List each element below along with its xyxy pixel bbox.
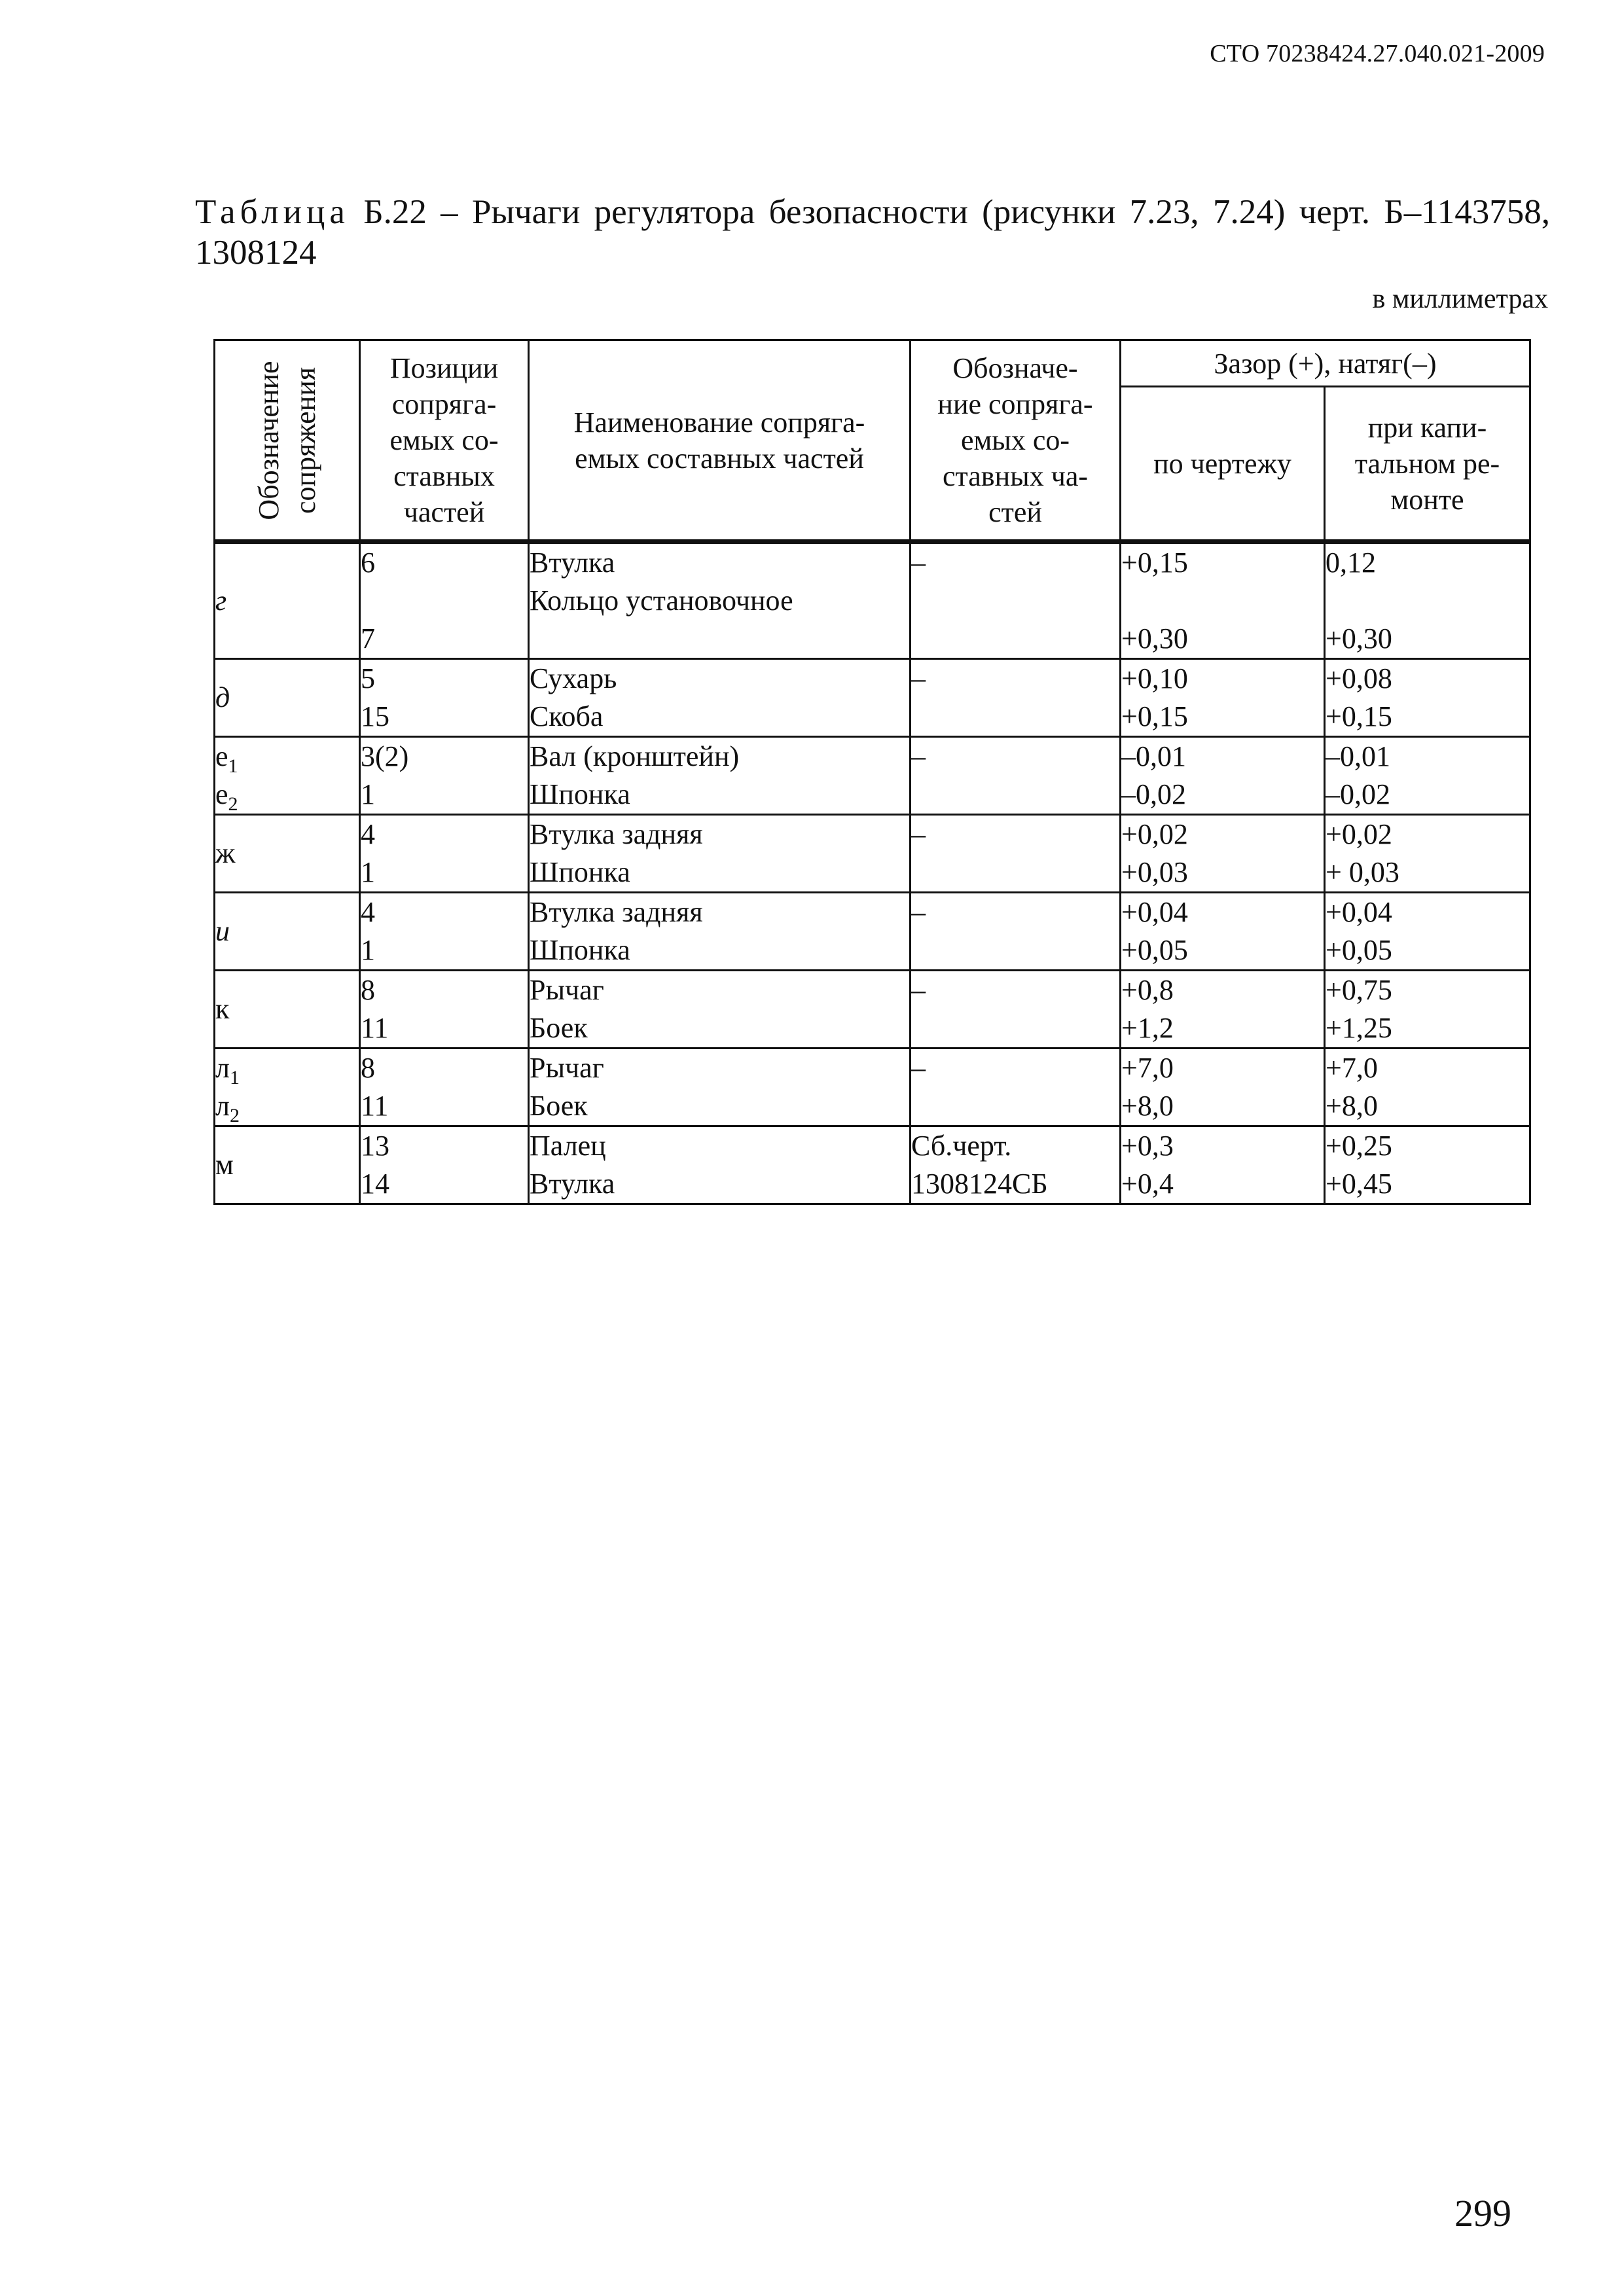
header-mate-designation: Обозначе- ние сопряга- емых со- ставных ча- стей bbox=[911, 340, 1121, 542]
cell-names-line: Рычаг bbox=[530, 1052, 604, 1084]
cell-designation bbox=[215, 1049, 360, 1126]
cell-mate-designation-line: – bbox=[911, 740, 926, 772]
cell-positions-line: 1 bbox=[361, 856, 375, 888]
table-row bbox=[215, 893, 1530, 971]
header-designation-label: Обозначение сопряжения bbox=[252, 360, 321, 520]
cell-by-drawing-line: +7,0 bbox=[1121, 1052, 1174, 1084]
document-code: СТО 70238424.27.040.021-2009 bbox=[1210, 40, 1545, 67]
cell-by-drawing-line: +0,02 bbox=[1121, 818, 1188, 850]
cell-mate-designation bbox=[911, 1049, 1121, 1126]
cell-mate-designation-line: – bbox=[911, 896, 926, 928]
mating-parts-table bbox=[213, 339, 1531, 1205]
cell-names-line: Кольцо установочное bbox=[530, 584, 793, 617]
cell-at-overhaul bbox=[1325, 659, 1530, 737]
cell-positions-line: 1 bbox=[361, 778, 375, 810]
cell-names-line: Рычаг bbox=[530, 974, 604, 1006]
cell-by-drawing-line: +0,4 bbox=[1121, 1168, 1174, 1200]
cell-by-drawing bbox=[1121, 737, 1325, 815]
cell-positions-line: 11 bbox=[361, 1012, 389, 1044]
cell-by-drawing bbox=[1121, 893, 1325, 971]
cell-at-overhaul-line: +7,0 bbox=[1326, 1052, 1378, 1084]
cell-by-drawing-line: –0,01 bbox=[1121, 740, 1186, 772]
cell-at-overhaul-line: + 0,03 bbox=[1326, 856, 1399, 888]
cell-names bbox=[529, 1126, 911, 1204]
cell-names-line: Втулка bbox=[530, 1168, 615, 1200]
cell-designation-line: $л_1$ bbox=[215, 1052, 240, 1088]
table-row bbox=[215, 659, 1530, 737]
cell-at-overhaul-line: +0,08 bbox=[1326, 662, 1392, 694]
header-at-overhaul: при капи- тальном ре- монте bbox=[1325, 387, 1530, 542]
table-caption bbox=[195, 192, 1550, 273]
cell-at-overhaul-line: 0,12 bbox=[1326, 547, 1376, 579]
header-name: Наименование сопряга- емых составных частей bbox=[529, 340, 911, 542]
cell-positions-line: 14 bbox=[361, 1168, 389, 1200]
cell-positions bbox=[360, 659, 529, 737]
cell-designation bbox=[215, 815, 360, 893]
cell-at-overhaul-line: –0,01 bbox=[1326, 740, 1390, 772]
cell-by-drawing-line: +1,2 bbox=[1121, 1012, 1174, 1044]
cell-at-overhaul bbox=[1325, 971, 1530, 1049]
cell-names-line: Шпонка bbox=[530, 934, 630, 966]
cell-by-drawing-line: –0,02 bbox=[1121, 778, 1186, 810]
cell-designation bbox=[215, 542, 360, 659]
table-caption-text: Б.22 – Рычаги регулятора безопасности (рисунки 7.23, 7.24) черт. Б–1143758, 1308124 bbox=[195, 193, 1551, 272]
header-positions: Позиции сопряга- емых со- ставных частей bbox=[360, 340, 529, 542]
cell-at-overhaul-line: +0,45 bbox=[1326, 1168, 1392, 1200]
cell-names-line: Сухарь bbox=[530, 662, 617, 694]
cell-at-overhaul-line: +0,75 bbox=[1326, 974, 1392, 1006]
cell-by-drawing-line: +0,15 bbox=[1121, 700, 1188, 732]
cell-at-overhaul bbox=[1325, 542, 1530, 659]
cell-designation-line: $л_2$ bbox=[215, 1090, 240, 1126]
cell-names bbox=[529, 737, 911, 815]
cell-at-overhaul-line: +1,25 bbox=[1326, 1012, 1392, 1044]
cell-mate-designation bbox=[911, 542, 1121, 659]
cell-mate-designation bbox=[911, 971, 1121, 1049]
cell-mate-designation bbox=[911, 737, 1121, 815]
cell-names bbox=[529, 893, 911, 971]
cell-names-line bbox=[530, 620, 909, 658]
cell-names-line: Боек bbox=[530, 1012, 588, 1044]
cell-positions-line: 7 bbox=[361, 622, 375, 655]
cell-mate-designation-line: – bbox=[911, 1052, 926, 1084]
cell-at-overhaul-line: +0,30 bbox=[1326, 622, 1392, 655]
table-row bbox=[215, 1049, 1530, 1126]
cell-positions bbox=[360, 815, 529, 893]
cell-at-overhaul-line: +0,05 bbox=[1326, 934, 1392, 966]
page-number: 299 bbox=[1454, 2192, 1511, 2234]
cell-names-line: Шпонка bbox=[530, 856, 630, 888]
cell-at-overhaul bbox=[1325, 1126, 1530, 1204]
cell-names-line: Втулка задняя bbox=[530, 896, 703, 928]
table-body bbox=[215, 542, 1530, 1204]
cell-positions-line: 1 bbox=[361, 934, 375, 966]
cell-by-drawing bbox=[1121, 542, 1325, 659]
header-by-drawing: по чертежу bbox=[1121, 387, 1325, 542]
cell-designation-line: $е_1$ bbox=[215, 740, 238, 777]
cell-at-overhaul bbox=[1325, 815, 1530, 893]
cell-by-drawing bbox=[1121, 1126, 1325, 1204]
cell-names-line: Палец bbox=[530, 1130, 606, 1162]
table-caption-lead: Таблица bbox=[195, 193, 350, 231]
cell-by-drawing-line: +0,10 bbox=[1121, 662, 1188, 694]
cell-names bbox=[529, 971, 911, 1049]
cell-by-drawing-line: +0,3 bbox=[1121, 1130, 1174, 1162]
cell-mate-designation bbox=[911, 659, 1121, 737]
cell-positions-line: 4 bbox=[361, 818, 375, 850]
cell-names bbox=[529, 659, 911, 737]
cell-by-drawing bbox=[1121, 659, 1325, 737]
cell-names bbox=[529, 815, 911, 893]
table-row bbox=[215, 971, 1530, 1049]
cell-at-overhaul-line: –0,02 bbox=[1326, 778, 1390, 810]
cell-positions-line: 4 bbox=[361, 896, 375, 928]
cell-positions bbox=[360, 1049, 529, 1126]
cell-designation bbox=[215, 893, 360, 971]
cell-at-overhaul-line: +0,15 bbox=[1326, 700, 1392, 732]
cell-names-line: Вал (кронштейн) bbox=[530, 740, 740, 772]
table-row bbox=[215, 815, 1530, 893]
designation-label: м bbox=[215, 1149, 234, 1181]
designation-label: к bbox=[215, 993, 230, 1025]
header-clearance-group: Зазор (+), натяг(–) bbox=[1121, 340, 1530, 387]
designation-label: и bbox=[215, 915, 230, 947]
cell-designation-line: $е_2$ bbox=[215, 778, 238, 815]
table-row bbox=[215, 1126, 1530, 1204]
cell-by-drawing bbox=[1121, 1049, 1325, 1126]
cell-positions-line: 11 bbox=[361, 1090, 389, 1122]
cell-by-drawing-line: +0,05 bbox=[1121, 934, 1188, 966]
designation-label: г bbox=[215, 584, 227, 617]
cell-positions-line: 6 bbox=[361, 547, 375, 579]
table-row bbox=[215, 542, 1530, 659]
cell-designation bbox=[215, 737, 360, 815]
cell-at-overhaul-line: +8,0 bbox=[1326, 1090, 1378, 1122]
cell-at-overhaul-line: +0,02 bbox=[1326, 818, 1392, 850]
cell-by-drawing-line: +0,03 bbox=[1121, 856, 1188, 888]
units-note: в миллиметрах bbox=[1372, 284, 1548, 314]
cell-by-drawing bbox=[1121, 815, 1325, 893]
cell-names-line: Шпонка bbox=[530, 778, 630, 810]
cell-positions-line: 8 bbox=[361, 974, 375, 1006]
cell-at-overhaul-line bbox=[1326, 582, 1529, 620]
cell-mate-designation bbox=[911, 893, 1121, 971]
cell-positions bbox=[360, 971, 529, 1049]
cell-mate-designation-line: – bbox=[911, 662, 926, 694]
table-row bbox=[215, 737, 1530, 815]
cell-at-overhaul bbox=[1325, 1049, 1530, 1126]
cell-designation bbox=[215, 1126, 360, 1204]
cell-mate-designation-line: – bbox=[911, 974, 926, 1006]
cell-mate-designation-line: Сб.черт. bbox=[911, 1130, 1012, 1162]
cell-by-drawing-line: +0,8 bbox=[1121, 974, 1174, 1006]
cell-names bbox=[529, 1049, 911, 1126]
cell-names-line: Втулка задняя bbox=[530, 818, 703, 850]
cell-mate-designation-line: – bbox=[911, 818, 926, 850]
cell-positions bbox=[360, 737, 529, 815]
designation-label: ж bbox=[215, 837, 236, 869]
cell-positions bbox=[360, 542, 529, 659]
cell-by-drawing-line bbox=[1121, 582, 1324, 620]
cell-positions-line: 15 bbox=[361, 700, 389, 732]
header-designation bbox=[215, 340, 360, 542]
cell-names bbox=[529, 542, 911, 659]
cell-positions-line: 13 bbox=[361, 1130, 389, 1162]
cell-names-line: Боек bbox=[530, 1090, 588, 1122]
cell-at-overhaul bbox=[1325, 737, 1530, 815]
cell-at-overhaul-line: +0,04 bbox=[1326, 896, 1392, 928]
cell-mate-designation-line: 1308124СБ bbox=[911, 1168, 1048, 1200]
cell-at-overhaul-line: +0,25 bbox=[1326, 1130, 1392, 1162]
cell-positions-line: 5 bbox=[361, 662, 375, 694]
cell-names-line: Втулка bbox=[530, 547, 615, 579]
cell-mate-designation-line: – bbox=[911, 547, 926, 579]
cell-by-drawing-line: +0,15 bbox=[1121, 547, 1188, 579]
cell-designation bbox=[215, 971, 360, 1049]
designation-label: д bbox=[215, 681, 230, 713]
cell-by-drawing-line: +0,30 bbox=[1121, 622, 1188, 655]
cell-positions-line: 8 bbox=[361, 1052, 375, 1084]
cell-by-drawing-line: +0,04 bbox=[1121, 896, 1188, 928]
cell-mate-designation bbox=[911, 815, 1121, 893]
cell-names-line: Скоба bbox=[530, 700, 604, 732]
cell-positions-line bbox=[361, 582, 528, 620]
cell-positions bbox=[360, 1126, 529, 1204]
cell-at-overhaul bbox=[1325, 893, 1530, 971]
cell-positions bbox=[360, 893, 529, 971]
cell-by-drawing bbox=[1121, 971, 1325, 1049]
cell-positions-line: 3(2) bbox=[361, 740, 409, 772]
cell-by-drawing-line: +8,0 bbox=[1121, 1090, 1174, 1122]
cell-designation bbox=[215, 659, 360, 737]
cell-mate-designation bbox=[911, 1126, 1121, 1204]
